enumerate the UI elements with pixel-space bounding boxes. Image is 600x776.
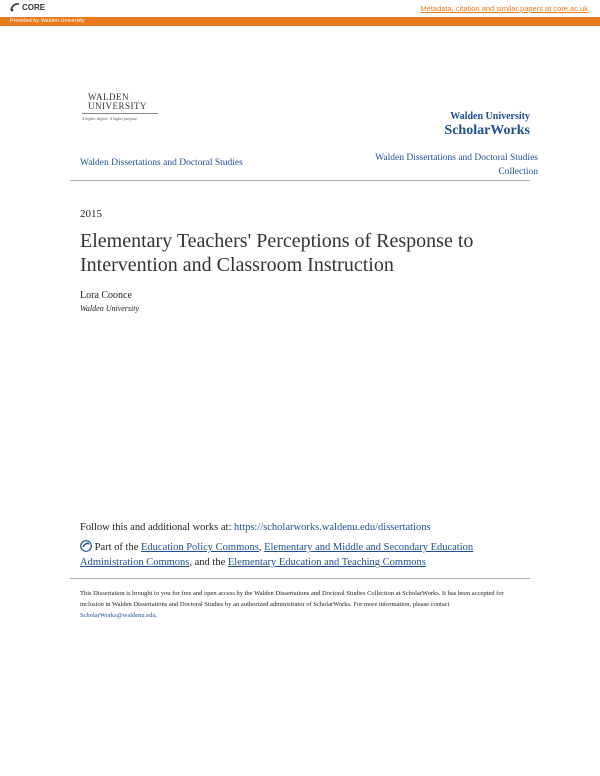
divider [70,180,530,181]
part-of-line [80,540,510,570]
core-metadata-link[interactable]: Metadata, citation and similar papers at core.ac.uk [420,4,588,13]
part-of-sep-1: , [258,542,265,553]
provided-by-text: Provided by Walden University [10,18,85,24]
author-name: Lora Coonce [80,290,132,301]
dissertations-link[interactable]: Walden Dissertations and Doctoral Studies [80,158,243,168]
scholarworks-logo: ScholarWorks [444,123,530,138]
divider [70,578,530,579]
author-affiliation: Walden University [80,304,140,313]
bepress-icon [80,540,92,552]
education-policy-commons-link[interactable]: Education Policy Commons [141,542,259,553]
dissertations-collection-link[interactable]: Walden Dissertations and Doctoral Studies Collection [375,153,538,177]
core-bar [0,0,600,17]
publication-year: 2015 [80,208,102,220]
walden-university-logo [80,92,160,126]
logo-rule [82,113,158,114]
elementary-middle-secondary-link[interactable]: Elementary and Middle and Secondary Education Administration Commons [80,542,474,568]
part-of-prefix: Part of the [94,542,141,553]
paper-title: Elementary Teachers' Perceptions of Response to Intervention and Classroom Instruction [80,230,474,276]
scholarworks-top-label: Walden University [450,111,530,122]
footnote-text: This Dissertation is brought to you for free and open access by the Walden Dissertations and Doctoral Studies Collection at ScholarWorks. It has been accepted for inclusion in Walden Dissertations and Doctoral Studies by an authorized administrator of ScholarWorks. For more information, please contact [80,590,504,608]
footnote-end: . [155,612,158,619]
logo-line-1: WALDEN [88,92,129,102]
logo-tagline: A higher degree. A higher purpose. [82,116,139,121]
part-of-sep-2: , and the [189,557,228,568]
provided-by-bar [0,17,600,26]
core-icon [10,2,20,12]
core-logo-label: CORE [22,2,46,12]
scholarworks-email-link[interactable]: ScholarWorks@waldenu.edu [80,612,156,619]
follow-prefix: Follow this and additional works at: [80,522,234,533]
logo-line-2: UNIVERSITY [88,101,147,111]
core-logo[interactable] [10,2,45,12]
follow-line [80,522,431,533]
elementary-education-teaching-link[interactable]: Elementary Education and Teaching Commons [227,557,426,568]
dissertations-url-link[interactable]: https://scholarworks.waldenu.edu/dissertations [234,522,431,533]
access-footnote [80,588,525,621]
